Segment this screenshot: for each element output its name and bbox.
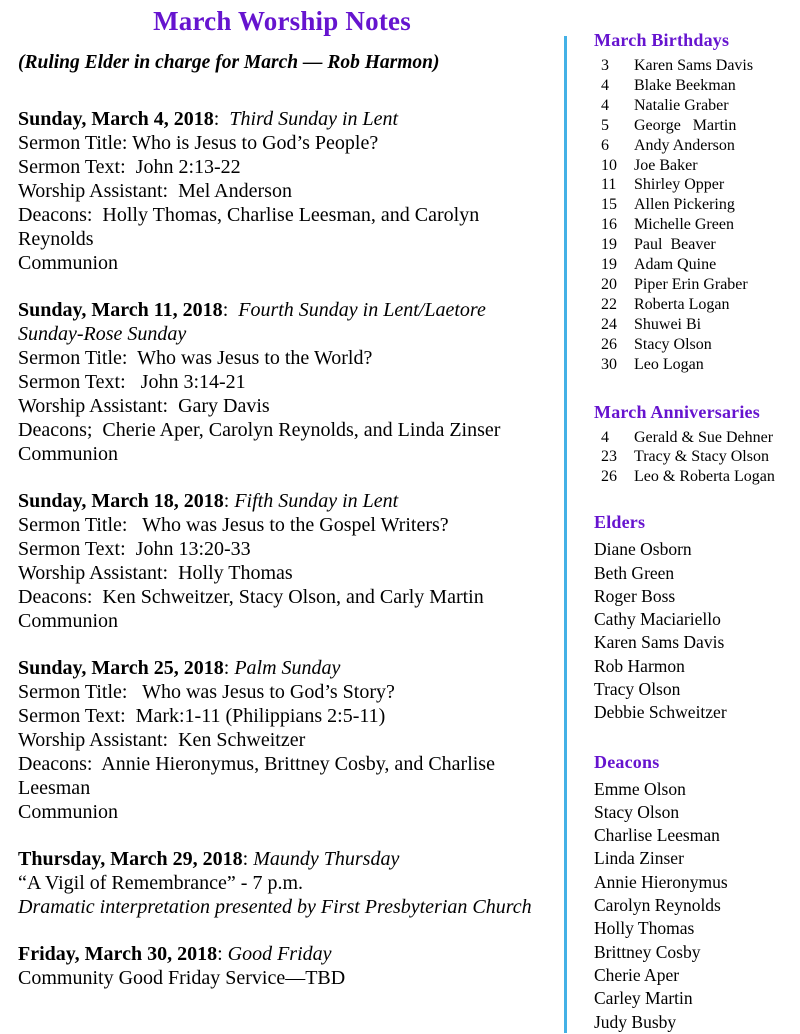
birthday-row bbox=[594, 355, 794, 375]
worship-notes-column bbox=[18, 6, 546, 1013]
service-detail: Communion bbox=[18, 610, 119, 632]
person-name: Leo Logan bbox=[634, 355, 704, 373]
service-detail: Deacons; Cherie Aper, Carolyn Reynolds, and Linda Zinser bbox=[18, 419, 501, 441]
day-number: 19 bbox=[601, 236, 617, 254]
service-detail: Worship Assistant: Ken Schweitzer bbox=[18, 729, 306, 751]
elder-name: Cathy Maciariello bbox=[594, 609, 721, 630]
service-date: Friday, March 30, 2018 bbox=[18, 943, 218, 965]
birthday-row bbox=[594, 275, 794, 295]
service-block bbox=[18, 942, 546, 990]
page-subtitle: (Ruling Elder in charge for March — Rob Harmon) bbox=[18, 52, 440, 73]
deacon-name: Holly Thomas bbox=[594, 918, 695, 939]
day-number: 26 bbox=[601, 335, 617, 353]
service-detail: Sermon Title: Who was Jesus to God’s Story? bbox=[18, 681, 395, 703]
service-occasion: Good Friday bbox=[227, 943, 332, 965]
service-list bbox=[18, 107, 546, 990]
service-detail: Sermon Title: Who was Jesus to the World? bbox=[18, 347, 373, 369]
service-heading bbox=[18, 847, 546, 871]
service-block bbox=[18, 107, 546, 275]
service-block bbox=[18, 847, 546, 919]
birthday-row bbox=[594, 315, 794, 335]
deacon-name: Annie Hieronymus bbox=[594, 871, 728, 892]
deacon-name: Carolyn Reynolds bbox=[594, 895, 721, 916]
anniversarie-row bbox=[594, 447, 794, 467]
service-occasion: Maundy Thursday bbox=[253, 848, 400, 870]
service-detail: Community Good Friday Service—TBD bbox=[18, 967, 346, 989]
person-name: Shirley Opper bbox=[634, 176, 725, 194]
service-detail: Deacons: Annie Hieronymus, Brittney Cosby, and Charlise Leesman bbox=[18, 753, 500, 799]
day-number: 19 bbox=[601, 256, 617, 274]
deacon-name: Charlise Leesman bbox=[594, 825, 720, 846]
column-divider-line bbox=[564, 36, 567, 1033]
person-name: Gerald & Sue Dehner bbox=[634, 428, 774, 446]
service-date-separator: : bbox=[223, 657, 235, 679]
service-occasion: Third Sunday in Lent bbox=[229, 108, 399, 130]
service-detail: Sermon Text: John 2:13-22 bbox=[18, 156, 241, 178]
service-detail: Worship Assistant: Gary Davis bbox=[18, 395, 270, 417]
deacons-list bbox=[594, 778, 794, 1034]
service-detail: Communion bbox=[18, 252, 119, 274]
person-name: Shuwei Bi bbox=[634, 315, 702, 333]
person-name: Joe Baker bbox=[634, 156, 698, 174]
service-detail: Communion bbox=[18, 801, 119, 823]
service-heading bbox=[18, 298, 546, 346]
elder-name: Rob Harmon bbox=[594, 655, 685, 676]
service-occasion: Fourth Sunday in Lent/Laetore Sunday-Rose Sunday bbox=[18, 299, 491, 345]
service-heading bbox=[18, 942, 546, 966]
deacon-name: Stacy Olson bbox=[594, 801, 680, 822]
service-occasion: Fifth Sunday in Lent bbox=[234, 490, 399, 512]
service-date: Thursday, March 29, 2018 bbox=[18, 848, 243, 870]
service-detail: Sermon Title: Who is Jesus to God’s People? bbox=[18, 132, 379, 154]
deacon-name: Carley Martin bbox=[594, 988, 693, 1009]
service-detail: Sermon Title: Who was Jesus to the Gospel Writers? bbox=[18, 514, 449, 536]
person-name: Roberta Logan bbox=[634, 295, 730, 313]
service-date-separator: : bbox=[217, 943, 228, 965]
birthday-row bbox=[594, 96, 794, 116]
service-heading bbox=[18, 656, 546, 680]
day-number: 11 bbox=[601, 176, 617, 194]
anniversaries-list bbox=[594, 428, 794, 488]
deacon-name: Linda Zinser bbox=[594, 848, 684, 869]
person-name: Andy Anderson bbox=[634, 136, 735, 154]
service-block bbox=[18, 489, 546, 633]
elder-name: Tracy Olson bbox=[594, 679, 681, 699]
deacons-heading: Deacons bbox=[594, 751, 660, 772]
person-name: Karen Sams Davis bbox=[634, 57, 754, 74]
anniversarie-row bbox=[594, 428, 794, 448]
day-number: 20 bbox=[601, 275, 617, 293]
service-date-separator: : bbox=[242, 848, 254, 870]
service-detail: Communion bbox=[18, 443, 119, 465]
service-block bbox=[18, 298, 546, 466]
page-title: March Worship Notes bbox=[153, 6, 411, 36]
service-date-separator: : bbox=[222, 299, 239, 321]
service-heading bbox=[18, 489, 546, 513]
person-name: Blake Beekman bbox=[634, 76, 736, 94]
elders-heading: Elders bbox=[594, 512, 646, 533]
day-number: 30 bbox=[601, 355, 617, 373]
day-number: 4 bbox=[601, 428, 609, 446]
day-number: 4 bbox=[601, 76, 609, 94]
service-date: Sunday, March 18, 2018 bbox=[18, 490, 224, 512]
person-name: Adam Quine bbox=[634, 256, 717, 274]
deacon-name: Cherie Aper bbox=[594, 964, 680, 985]
service-date: Sunday, March 4, 2018 bbox=[18, 108, 214, 130]
birthday-row bbox=[594, 136, 794, 156]
deacon-name: Emme Olson bbox=[594, 778, 686, 799]
birthdays-heading: March Birthdays bbox=[594, 30, 730, 50]
elder-name: Beth Green bbox=[594, 562, 675, 583]
birthday-row bbox=[594, 335, 794, 355]
birthday-row bbox=[594, 195, 794, 215]
day-number: 3 bbox=[601, 57, 609, 74]
service-detail: Sermon Text: Mark:1-11 (Philippians 2:5-11) bbox=[18, 705, 386, 727]
service-detail: Worship Assistant: Mel Anderson bbox=[18, 180, 292, 202]
person-name: Piper Erin Graber bbox=[634, 275, 748, 293]
person-name: Natalie Graber bbox=[634, 96, 729, 114]
deacon-name: Judy Busby bbox=[594, 1011, 677, 1032]
service-detail: Sermon Text: John 3:14-21 bbox=[18, 371, 246, 393]
birthday-row bbox=[594, 56, 794, 76]
person-name: Michelle Green bbox=[634, 216, 734, 234]
birthday-row bbox=[594, 175, 794, 195]
birthday-row bbox=[594, 215, 794, 235]
birthday-row bbox=[594, 235, 794, 255]
day-number: 10 bbox=[601, 156, 617, 174]
day-number: 15 bbox=[601, 196, 617, 214]
service-detail: Deacons: Ken Schweitzer, Stacy Olson, and Carly Martin bbox=[18, 586, 484, 608]
person-name: Leo & Roberta Logan bbox=[634, 468, 775, 486]
elder-name: Debbie Schweitzer bbox=[594, 702, 727, 723]
sidebar bbox=[594, 30, 794, 1034]
elder-name: Roger Boss bbox=[594, 585, 676, 606]
service-date-separator: : bbox=[213, 108, 230, 130]
birthday-row bbox=[594, 295, 794, 315]
service-date-separator: : bbox=[223, 490, 235, 512]
service-date: Sunday, March 11, 2018 bbox=[18, 299, 223, 321]
birthday-row bbox=[594, 116, 794, 136]
birthdays-list bbox=[594, 56, 794, 375]
person-name: Allen Pickering bbox=[634, 196, 735, 214]
anniversaries-heading: March Anniversaries bbox=[594, 401, 760, 422]
service-block bbox=[18, 656, 546, 824]
day-number: 22 bbox=[601, 295, 617, 313]
service-detail: Deacons: Holly Thomas, Charlise Leesman, and Carolyn Reynolds bbox=[18, 204, 485, 250]
anniversarie-row bbox=[594, 467, 794, 487]
birthday-row bbox=[594, 156, 794, 176]
service-heading bbox=[18, 107, 546, 131]
day-number: 23 bbox=[601, 448, 617, 466]
service-detail: Sermon Text: John 13:20-33 bbox=[18, 538, 251, 560]
day-number: 4 bbox=[601, 96, 609, 114]
service-detail: Dramatic interpretation presented by First Presbyterian Church bbox=[18, 896, 532, 918]
service-date: Sunday, March 25, 2018 bbox=[18, 657, 224, 679]
elder-name: Karen Sams Davis bbox=[594, 632, 725, 653]
day-number: 5 bbox=[601, 116, 609, 134]
elders-list bbox=[594, 538, 794, 724]
birthday-row bbox=[594, 255, 794, 275]
day-number: 16 bbox=[601, 216, 617, 234]
day-number: 24 bbox=[601, 315, 617, 333]
birthday-row bbox=[594, 76, 794, 96]
person-name: George Martin bbox=[634, 116, 737, 134]
service-detail: Worship Assistant: Holly Thomas bbox=[18, 562, 293, 584]
elder-name: Diane Osborn bbox=[594, 539, 692, 560]
person-name: Paul Beaver bbox=[634, 236, 716, 254]
deacon-name: Brittney Cosby bbox=[594, 941, 701, 962]
person-name: Tracy & Stacy Olson bbox=[634, 448, 769, 466]
service-occasion: Palm Sunday bbox=[234, 657, 341, 679]
day-number: 6 bbox=[601, 136, 609, 154]
person-name: Stacy Olson bbox=[634, 335, 712, 353]
service-detail: “A Vigil of Remembrance” - 7 p.m. bbox=[18, 872, 304, 894]
day-number: 26 bbox=[601, 468, 617, 486]
